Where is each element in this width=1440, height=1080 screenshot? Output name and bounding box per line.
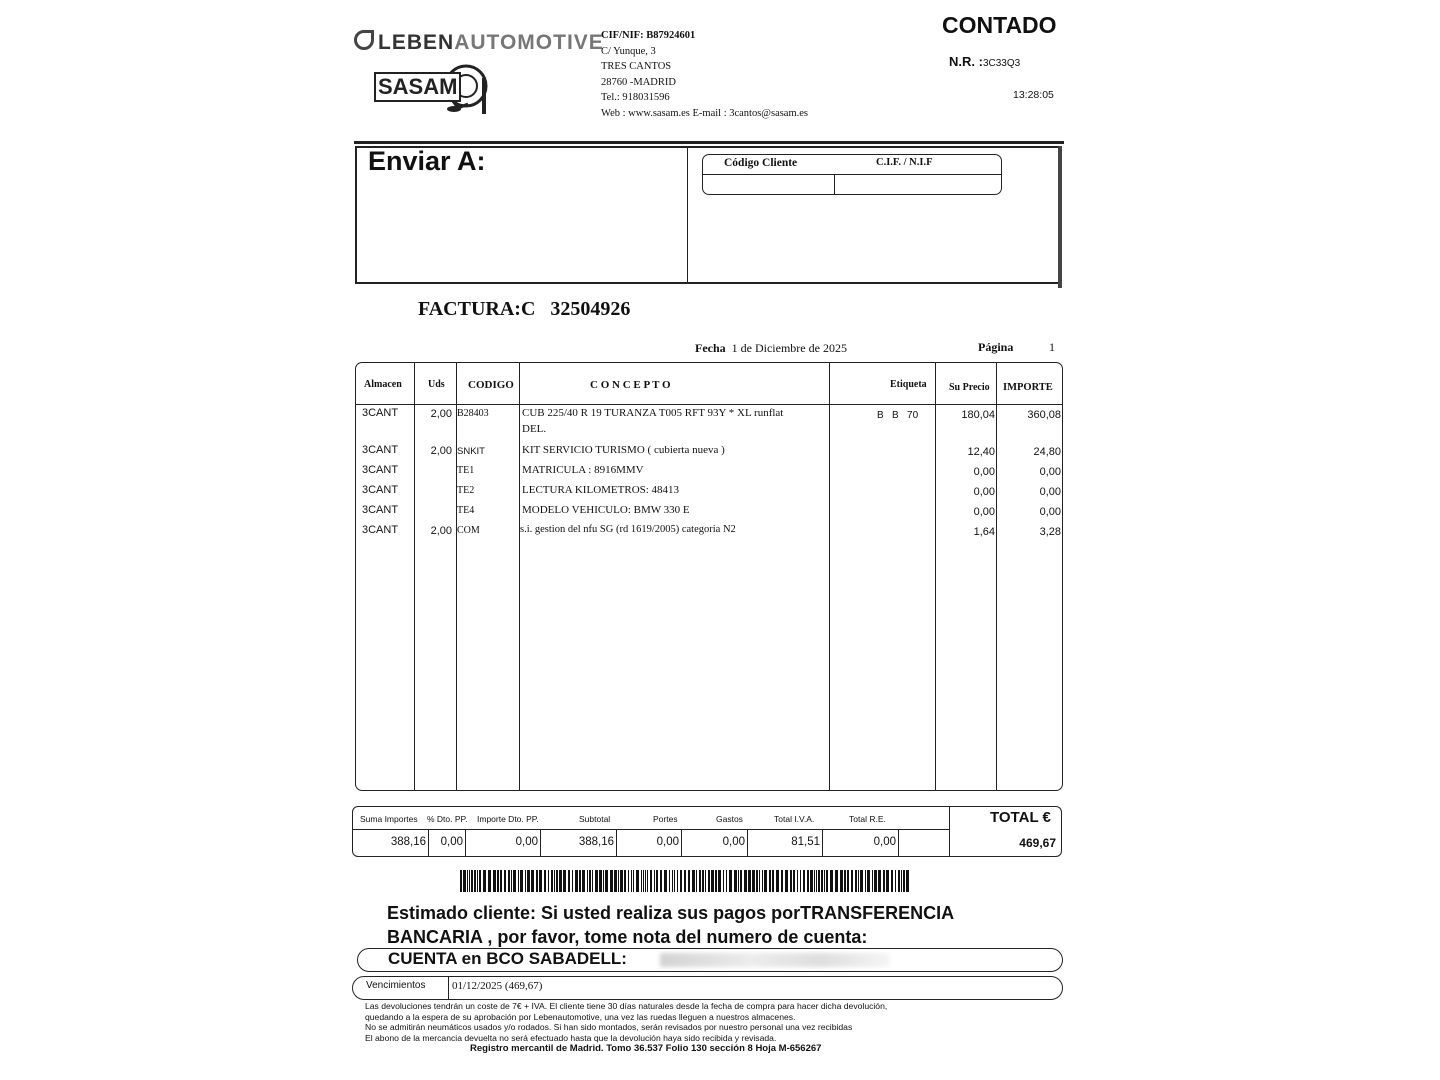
totals-col-divider: [822, 830, 823, 856]
returns-policy-note: [365, 1001, 887, 1043]
cell-uds: 2,00: [430, 525, 452, 537]
registro-mercantil: Registro mercantil de Madrid. Tomo 36.537 Folio 130 sección 8 Hoja M-656267: [470, 1043, 822, 1054]
totals-header-gastos: Gastos: [716, 814, 743, 824]
payment-message-line1: Estimado cliente: Si usted realiza sus pagos porTRANSFERENCIA: [387, 903, 955, 923]
nr-label: N.R. :: [949, 54, 983, 69]
cell-almacen: 3CANT: [362, 407, 399, 419]
pagina-value: 1: [1049, 340, 1055, 354]
returns-note-line: El abono de la mercancia devuelta no será efectuado hasta que la devolución haya sido recibida y revisada.: [365, 1032, 777, 1043]
company-address-city: TRES CANTOS: [601, 61, 672, 72]
header-divider: [354, 141, 1064, 144]
cell-precio: 0,00: [973, 466, 995, 478]
vencimientos-label: Vencimientos: [366, 980, 426, 991]
cell-importe: 24,80: [1033, 446, 1061, 458]
totals-header-dto-pp: % Dto. PP.: [427, 814, 468, 824]
enviar-divider: [687, 147, 688, 284]
returns-note-line: No se admitirán neumáticos usados y/o rodados. Si han sido montados, serán revisados por nuestro personal una vez recibidas: [365, 1022, 853, 1032]
totals-col-divider: [465, 830, 466, 856]
company-cif: CIF/NIF: B87924601: [601, 30, 696, 41]
nr-field: [949, 54, 1020, 69]
barcode-icon: [460, 870, 912, 892]
cell-concepto: MATRICULA : 8916MMV: [522, 464, 644, 476]
company-info: [601, 28, 808, 121]
cell-importe: 0,00: [1039, 486, 1061, 498]
company-address-postal: 28760 -MADRID: [601, 76, 676, 88]
vencimientos-divider: [448, 977, 449, 999]
totals-header-subtotal: Subtotal: [579, 814, 611, 824]
totals-header-importe-dto: Importe Dto. PP.: [477, 814, 539, 824]
fecha-label: Fecha: [695, 341, 726, 355]
cell-concepto-cont: DEL.: [522, 423, 547, 435]
cell-precio: 180,04: [961, 409, 995, 421]
cell-precio: 12,40: [967, 446, 995, 458]
cell-precio: 0,00: [973, 486, 995, 498]
cell-almacen: 3CANT: [362, 524, 399, 536]
col-divider: [414, 363, 415, 790]
totals-col-divider: [428, 830, 429, 856]
cell-etiqueta: B B 70: [877, 410, 919, 421]
vencimientos-value: 01/12/2025 (469,67): [452, 980, 543, 992]
cell-almacen: 3CANT: [362, 444, 399, 456]
header-concepto: C O N C E P T O: [590, 379, 671, 391]
cell-concepto: LECTURA KILOMETROS: 48413: [522, 484, 680, 496]
fecha-value: 1 de Diciembre de 2025: [731, 341, 847, 355]
enviar-box-shadow: [1058, 146, 1062, 288]
totals-value-total: 469,67: [1019, 836, 1056, 850]
logo-text-sasam: SASAM: [374, 72, 461, 102]
cell-concepto: CUB 225/40 R 19 TURANZA T005 RFT 93Y * XL runflat: [522, 407, 784, 419]
leben-logo-icon: [354, 30, 374, 50]
company-phone: Tel.: 918031596: [601, 92, 670, 103]
totals-col-divider: [616, 830, 617, 856]
totals-header-portes: Portes: [653, 814, 678, 824]
payment-message: [387, 901, 954, 949]
table-header-divider: [356, 404, 1062, 405]
returns-note-line: Las devoluciones tendrán un coste de 7€ + IVA. El cliente tiene 30 días naturales desde la fecha de compra para hacer dicha devolución,: [365, 1001, 888, 1011]
totals-header-total-iva: Total I.V.A.: [774, 814, 815, 824]
codigo-cliente-line: [703, 174, 1001, 175]
cell-concepto: KIT SERVICIO TURISMO ( cubierta nueva ): [522, 444, 725, 456]
col-divider: [935, 363, 936, 790]
sasam-logo: [370, 64, 490, 114]
totals-header-total: TOTAL €: [990, 809, 1051, 826]
totals-col-divider: [949, 807, 950, 856]
cell-almacen: 3CANT: [362, 504, 399, 516]
col-divider: [519, 363, 520, 790]
factura-number: 32504926: [550, 298, 631, 320]
cell-codigo: TE2: [457, 485, 475, 496]
cell-codigo: COM: [457, 525, 480, 536]
invoice-date: [695, 341, 847, 356]
cuenta-label: CUENTA en BCO SABADELL:: [388, 949, 627, 968]
cell-importe: 0,00: [1039, 506, 1061, 518]
nr-value: 3C33Q3: [982, 58, 1021, 69]
invoice-number: [418, 298, 630, 321]
enviar-label: Enviar A:: [368, 146, 486, 172]
cell-codigo: B28403: [457, 408, 489, 419]
company-address-street: C/ Yunque, 3: [601, 45, 656, 57]
cell-importe: 3,28: [1039, 526, 1061, 538]
payment-message-line2: BANCARIA , por favor, tome nota del numero de cuenta:: [387, 927, 868, 947]
cell-uds: 2,00: [430, 408, 452, 420]
cuenta-redacted: [660, 953, 890, 967]
totals-header-divider: [353, 829, 949, 830]
codigo-cliente-label: Código Cliente: [724, 157, 798, 169]
cell-importe: 360,08: [1027, 409, 1061, 421]
totals-value-portes: 0,00: [656, 836, 679, 848]
header-codigo: CODIGO: [468, 379, 514, 391]
cell-concepto: s.i. gestion del nfu SG (rd 1619/2005) categoria N2: [520, 524, 736, 535]
col-divider: [829, 363, 830, 790]
invoice-time: 13:28:05: [1013, 89, 1054, 101]
col-divider: [456, 363, 457, 790]
cell-precio: 0,00: [973, 506, 995, 518]
cell-concepto: MODELO VEHICULO: BMW 330 E: [522, 504, 690, 516]
header-uds: Uds: [428, 379, 445, 390]
totals-header-total-re: Total R.E.: [849, 814, 886, 824]
logo-text-automotive: AUTOMOTIVE: [454, 31, 604, 54]
pagina-label: Página: [978, 340, 1014, 354]
totals-value-gastos: 0,00: [722, 836, 745, 848]
totals-col-divider: [898, 830, 899, 856]
totals-col-divider: [681, 830, 682, 856]
cell-importe: 0,00: [1039, 466, 1061, 478]
cif-nif-label: C.I.F. / N.I.F: [876, 157, 933, 168]
payment-type-title: CONTADO: [942, 12, 1057, 38]
cell-codigo: SNKIT: [457, 446, 485, 457]
totals-value-total-re: 0,00: [873, 836, 896, 848]
cell-precio: 1,64: [973, 526, 995, 538]
header-importe: IMPORTE: [1003, 382, 1053, 393]
header-etiqueta: Etiqueta: [890, 379, 927, 390]
header-su-precio: Su Precio: [949, 382, 990, 393]
header-almacen: Almacen: [364, 379, 402, 390]
col-divider: [996, 363, 997, 790]
codigo-cliente-divider: [834, 174, 835, 194]
totals-value-suma: 388,16: [390, 836, 426, 848]
totals-header-suma: Suma Importes: [360, 814, 418, 824]
company-web-email: Web : www.sasam.es E-mail : 3cantos@sasam.es: [601, 107, 809, 119]
cell-uds: 2,00: [430, 445, 452, 457]
cell-codigo: TE4: [457, 505, 475, 516]
totals-col-divider: [540, 830, 541, 856]
lebenautomotive-logo: [354, 30, 604, 55]
cell-almacen: 3CANT: [362, 484, 399, 496]
totals-value-dto-pp: 0,00: [440, 836, 463, 848]
returns-note-line: quedando a la espera de su aprobación por Lebenautomotive, una vez las ruedas lleguen a nuestros almacenes.: [365, 1011, 796, 1022]
cell-codigo: TE1: [457, 465, 475, 476]
logo-text-leben: LEBEN: [378, 31, 455, 54]
totals-col-divider: [747, 830, 748, 856]
cell-almacen: 3CANT: [362, 464, 399, 476]
factura-label: FACTURA:C: [418, 298, 536, 320]
totals-value-subtotal: 388,16: [578, 836, 614, 848]
invoice-lines-table: [355, 362, 1063, 791]
totals-value-total-iva: 81,51: [791, 836, 820, 848]
totals-value-importe-dto: 0,00: [515, 836, 538, 848]
